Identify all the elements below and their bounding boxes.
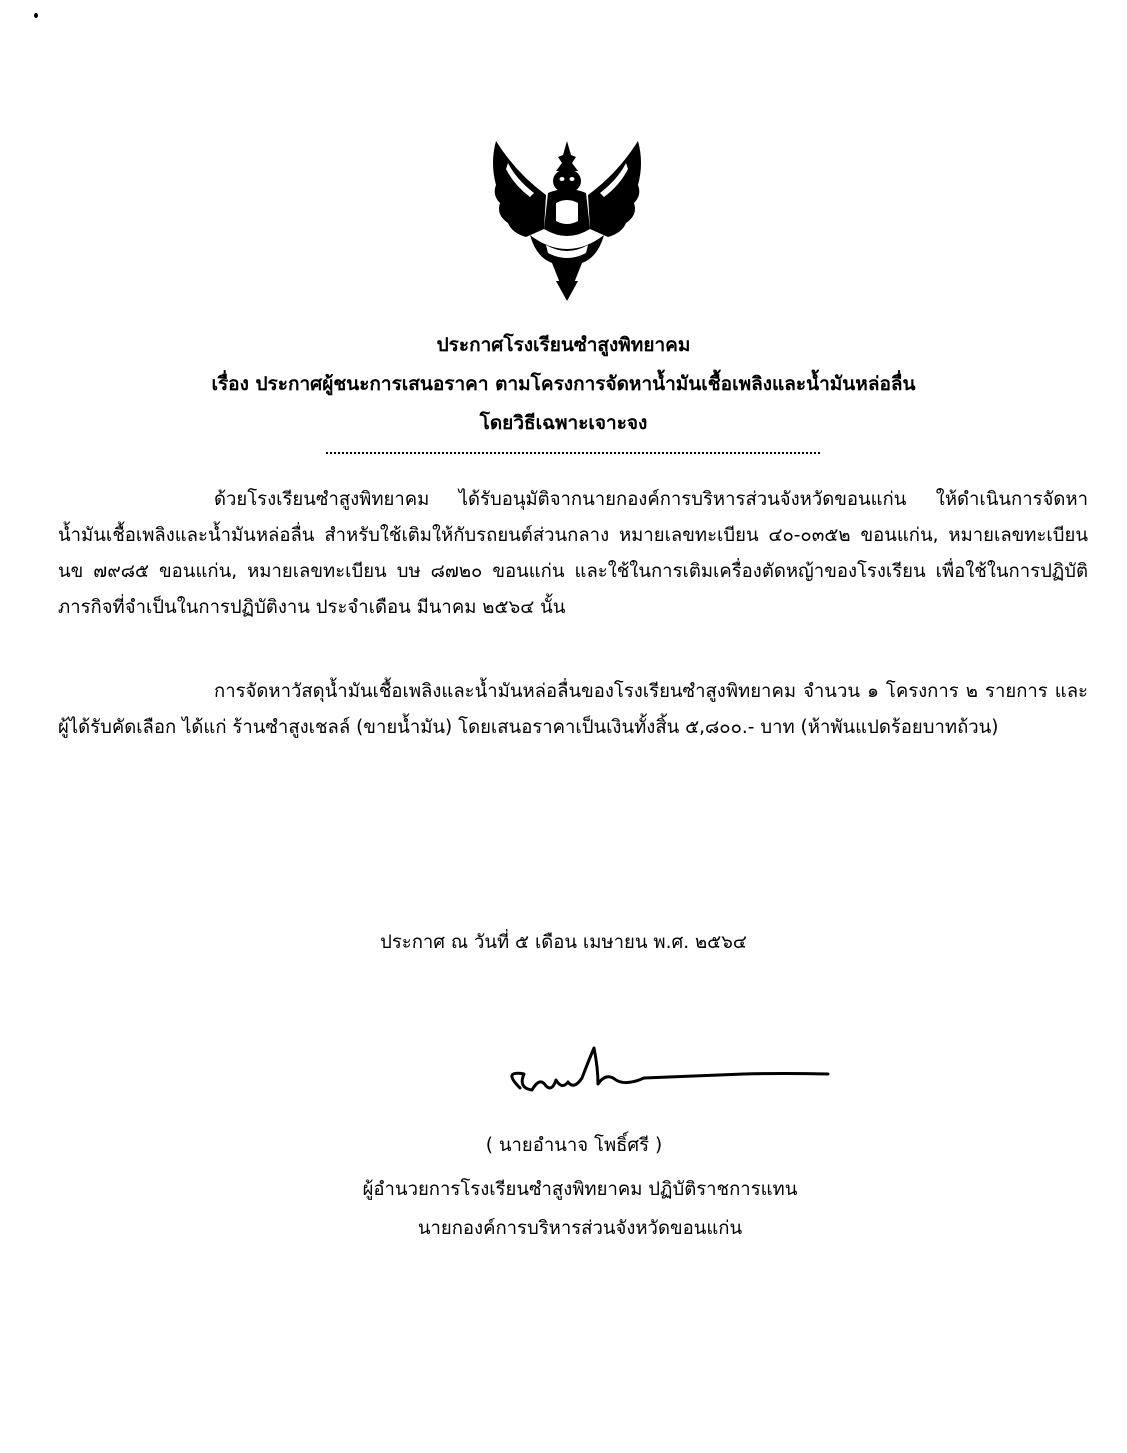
body-paragraph-2: การจัดหาวัสดุน้ำมันเชื้อเพลิงและน้ำมันหล่อลื่นของโรงเรียนซำสูงพิทยาคม จำนวน ๑ โครงการ ๒ รายการ และผู้ได้รับคัดเลือก ได้แก่ ร้านซำสูงเชลล์ (ขายน้ำมัน) โดยเสนอราคาเป็นเงินทั้งสิ้น ๕,๘๐๐.- บาท (ห้าพันแปดร้อยบาทถ้วน)	[58, 681, 1088, 738]
announcement-subject: เรื่อง ประกาศผู้ชนะการเสนอราคา ตามโครงการจัดหาน้ำมันเชื้อเพลิงและน้ำมันหล่อลื่น	[211, 373, 916, 395]
dotted-divider	[326, 452, 820, 454]
signatory-position: ผู้อำนวยการโรงเรียนซำสูงพิทยาคม ปฏิบัติราชการแทน	[362, 1179, 798, 1200]
garuda-emblem	[486, 133, 648, 303]
procurement-method: โดยวิธีเฉพาะเจาะจง	[479, 412, 648, 434]
announcement-title: ประกาศโรงเรียนซำสูงพิทยาคม	[436, 334, 691, 356]
scan-speck	[34, 13, 38, 18]
body-paragraph-1: ด้วยโรงเรียนซำสูงพิทยาคม ได้รับอนุมัติจากนายกองค์การบริหารส่วนจังหวัดขอนแก่น ให้ดำเนินการจัดหาน้ำมันเชื้อเพลิงและน้ำมันหล่อลื่น สำหรับใช้เติมให้กับรถยนต์ส่วนกลาง หมายเลขทะเบียน ๔๐-๐๓๕๒ ขอนแก่น, หมายเลขทะเบียน นข ๗๙๘๕ ขอนแก่น, หมายเลขทะเบียน บษ ๘๗๒๐ ขอนแก่น และใช้ในการเติมเครื่องตัดหญ้าของโรงเรียน เพื่อใช้ในการปฏิบัติภารกิจที่จำเป็นในการปฏิบัติงาน ประจำเดือน มีนาคม ๒๕๖๔ นั้น	[58, 489, 1088, 618]
signatory-name: ( นายอำนาจ โพธิ์ศรี )	[485, 1135, 663, 1156]
signatory-on-behalf: นายกองค์การบริหารส่วนจังหวัดขอนแก่น	[417, 1218, 743, 1239]
handwritten-signature	[494, 1040, 834, 1110]
announcement-date: ประกาศ ณ วันที่ ๕ เดือน เมษายน พ.ศ. ๒๕๖๔	[380, 932, 747, 953]
